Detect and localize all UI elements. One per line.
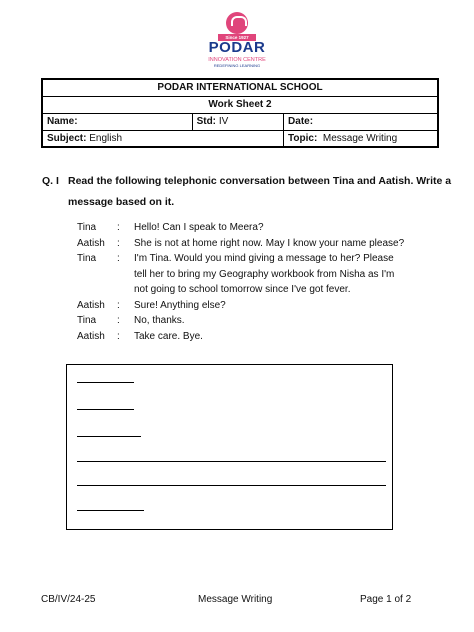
speech-text [134,329,417,345]
speaker-separator: : [117,315,120,326]
answer-box[interactable] [66,364,393,530]
answer-line-6[interactable] [77,510,144,511]
subject-value: English [89,132,123,144]
speech-text [134,220,417,236]
conversation-turn [77,251,417,298]
footer-code: CB/IV/24-25 [41,594,96,605]
logo-subtitle: INNOVATION CENTRE [208,57,266,63]
topic-value: Message Writing [322,132,398,144]
question-text-line-1: Read the following telephonic conversation between Tina and Aatish. Write a [68,175,452,187]
logo-since: Since 1927 [218,34,256,41]
footer-page: Page 1 of 2 [360,594,412,605]
speech-line: Take care. Bye. [134,330,203,342]
speech-text [134,251,417,298]
speech-line: No, thanks. [134,315,185,326]
speech-line: Sure! Anything else? [134,299,226,311]
speaker-name: Aatish [77,299,105,311]
speaker-separator: : [117,237,120,249]
subject-label: Subject: [47,132,87,144]
name-cell[interactable] [42,113,192,130]
speech-text [134,236,417,252]
conversation [77,220,417,344]
std-label: Std: [196,116,217,127]
name-label: Name: [47,116,78,127]
answer-line-4[interactable] [77,461,386,462]
school-logo [200,12,274,68]
answer-line-5[interactable] [77,485,386,486]
date-label: Date: [288,116,314,127]
speaker-name: Aatish [77,330,105,342]
speaker-name: Tina [77,222,97,233]
logo-tagline: REDEFINING LEARNING [213,63,261,68]
answer-line-3[interactable] [77,436,141,437]
subject-cell [42,130,284,147]
std-value: IV [218,116,229,127]
worksheet-title: Work Sheet 2 [42,96,438,113]
speaker-separator: : [117,222,120,233]
header-table [41,78,439,148]
conversation-turn [77,236,417,252]
question-text-line-2: message based on it. [68,196,175,208]
answer-line-2[interactable] [77,409,134,410]
school-name: PODAR INTERNATIONAL SCHOOL [42,79,438,96]
speech-line: I'm Tina. Would you mind giving a message to her? Please [134,253,394,264]
speaker-separator: : [117,299,120,311]
question-number: Q. I [42,175,59,187]
speaker-name: Aatish [77,237,105,249]
footer-title: Message Writing [198,594,273,605]
conversation-turn [77,313,417,329]
answer-line-1[interactable] [77,382,134,383]
topic-label: Topic: [288,132,318,144]
logo-name: PODAR [208,39,266,56]
speech-line: tell her to bring my Geography workbook from Nisha as I'm [134,268,395,280]
conversation-turn [77,220,417,236]
logo-emblem-icon [226,12,248,34]
conversation-turn [77,329,417,345]
speaker-name: Tina [77,315,97,326]
speech-line: She is not at home right now. May I know your name please? [134,237,405,249]
date-cell[interactable] [284,113,438,130]
std-cell [192,113,283,130]
speech-line: not going to school tomorrow since I've got fever. [134,284,351,295]
topic-cell [284,130,438,147]
speech-line: Hello! Can I speak to Meera? [134,222,264,233]
speech-text [134,313,417,329]
speaker-separator: : [117,330,120,342]
speaker-separator: : [117,253,120,264]
conversation-turn [77,298,417,314]
speech-text [134,298,417,314]
speaker-name: Tina [77,253,97,264]
